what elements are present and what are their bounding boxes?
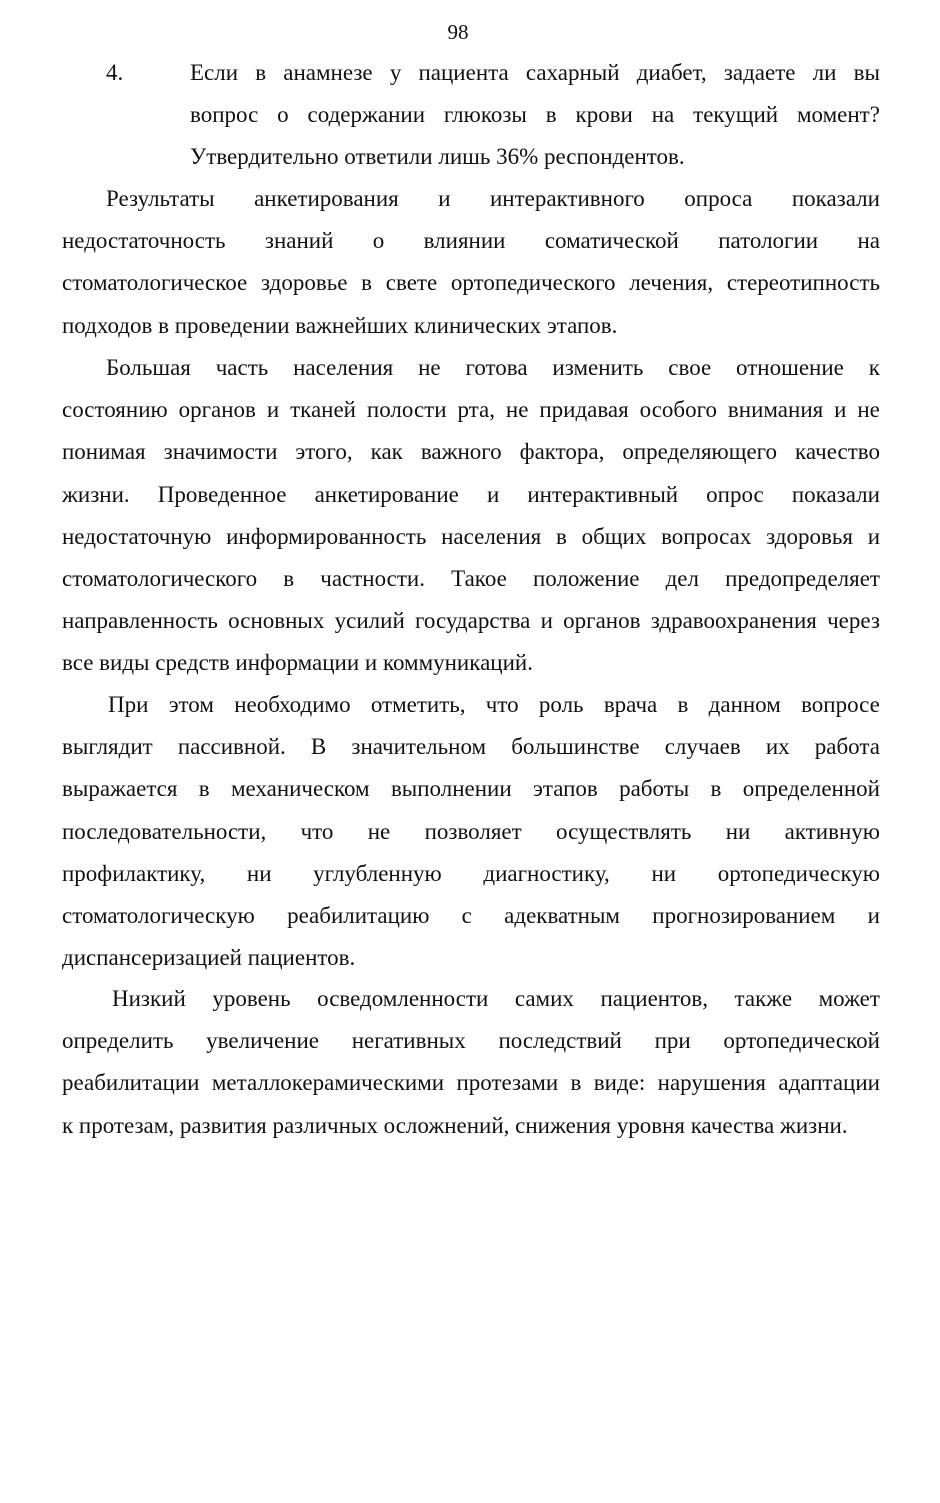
word: дел xyxy=(665,566,699,591)
word: механическом xyxy=(230,776,370,802)
word: Такое xyxy=(451,566,507,591)
paragraph-line xyxy=(62,817,880,847)
word: качество xyxy=(795,439,880,465)
word: вопрос xyxy=(190,102,259,128)
word: положение xyxy=(532,566,640,591)
word: ни xyxy=(725,818,751,844)
word: с xyxy=(461,903,472,928)
word: часть xyxy=(215,355,269,380)
paragraph-line xyxy=(62,1026,880,1056)
word: патологии xyxy=(718,228,819,254)
word: показали xyxy=(791,186,880,211)
word: готова xyxy=(465,355,528,380)
word: Большая xyxy=(106,355,191,380)
word: адекватным xyxy=(504,903,620,928)
word: придавая xyxy=(539,397,629,423)
word: вопросе xyxy=(801,692,880,717)
paragraph-line xyxy=(62,437,880,467)
word: выполнении xyxy=(390,776,512,802)
word: анамнезе xyxy=(283,60,373,85)
word: в xyxy=(555,523,567,549)
word: в xyxy=(677,692,689,717)
word: состоянию xyxy=(62,397,168,423)
word: диабет, xyxy=(636,60,707,85)
word: анкетирование xyxy=(314,481,459,507)
word: пациента xyxy=(418,60,509,85)
word: Проведенное xyxy=(157,481,287,507)
word: свете xyxy=(385,270,438,296)
word: сахарный xyxy=(525,60,620,85)
paragraph-line xyxy=(62,268,880,298)
word: не xyxy=(418,355,441,380)
word: реабилитации xyxy=(62,1070,200,1096)
word: стереотипность xyxy=(726,270,880,296)
word: в xyxy=(283,566,295,591)
word: большинстве xyxy=(511,734,640,760)
word: этапов xyxy=(533,776,598,802)
word: в xyxy=(255,60,267,85)
word: как xyxy=(370,439,403,465)
word: может xyxy=(818,986,880,1011)
word: интерактивный xyxy=(527,481,679,507)
word: стоматологическое xyxy=(62,270,248,296)
word: Если xyxy=(190,60,239,85)
word: уровень xyxy=(212,986,291,1011)
paragraph-line xyxy=(62,226,880,256)
paragraph-line xyxy=(108,690,880,720)
word: и xyxy=(540,608,553,634)
word: частности. xyxy=(320,566,425,591)
word: работы xyxy=(619,776,690,802)
word: знаний xyxy=(264,228,334,254)
word: особого xyxy=(639,397,717,423)
word: углубленную xyxy=(313,860,442,886)
list-item-line xyxy=(190,100,880,130)
word: негативных xyxy=(351,1028,466,1054)
word: Результаты xyxy=(106,186,215,211)
paragraph-line xyxy=(62,859,880,889)
word: также xyxy=(734,986,793,1011)
word: определенной xyxy=(742,776,880,802)
paragraph-line: к протезам, развития различных осложнений, снижения уровня качества жизни. xyxy=(62,1112,848,1138)
word: о xyxy=(277,102,289,128)
word: информированность xyxy=(226,523,427,549)
word: через xyxy=(827,608,880,634)
word: рта, xyxy=(457,397,495,423)
word: органов xyxy=(178,397,256,423)
word: лечения, xyxy=(629,270,714,296)
word: тканей xyxy=(290,397,356,423)
word: на xyxy=(857,228,880,254)
word: анкетирования xyxy=(254,186,399,211)
word: определить xyxy=(62,1028,174,1054)
word: осведомленности xyxy=(317,986,489,1011)
word: увеличение xyxy=(206,1028,319,1054)
word: случаев xyxy=(664,734,741,760)
paragraph-line xyxy=(62,480,880,510)
word: и xyxy=(867,523,880,549)
word: В xyxy=(310,734,327,760)
word: органов xyxy=(563,608,641,634)
word: в xyxy=(545,102,557,128)
word: населения xyxy=(441,523,542,549)
paragraph-line xyxy=(112,984,880,1014)
word: задаете xyxy=(723,60,796,85)
word: содержании xyxy=(307,102,426,128)
paragraph-line: диспансеризацией пациентов. xyxy=(62,945,356,971)
word: виде: xyxy=(593,1070,646,1096)
word: ни xyxy=(246,860,272,886)
word: металлокерамическими xyxy=(211,1070,445,1096)
paragraph-line xyxy=(62,606,880,636)
paragraph-line xyxy=(62,564,880,594)
word: врача xyxy=(603,692,658,717)
word: реабилитацию xyxy=(287,903,430,928)
word: значительном xyxy=(351,734,487,760)
word: отношение xyxy=(736,355,844,380)
word: выглядит xyxy=(62,734,153,760)
word: к xyxy=(868,355,880,380)
word: здоровье xyxy=(260,270,348,296)
word: определяющего xyxy=(622,439,778,465)
word: опроса xyxy=(684,186,753,211)
word: самих xyxy=(514,986,574,1011)
paragraph-line: все виды средств информации и коммуникаций. xyxy=(62,650,533,676)
word: крови xyxy=(575,102,633,128)
word: ни xyxy=(651,860,677,886)
word: фактора, xyxy=(519,439,605,465)
word: не xyxy=(367,818,391,844)
word: что xyxy=(485,692,519,717)
word: необходимо xyxy=(234,692,351,717)
word: ортопедического xyxy=(450,270,616,296)
word: в xyxy=(361,270,373,296)
word: ли xyxy=(812,60,837,85)
word: их xyxy=(765,734,790,760)
word: о xyxy=(372,228,385,254)
word: в xyxy=(710,776,722,802)
word: и xyxy=(834,397,847,423)
word: вы xyxy=(853,60,880,85)
word: интерактивного xyxy=(489,186,645,211)
paragraph-line xyxy=(62,901,880,931)
word: этом xyxy=(168,692,214,717)
word: активную xyxy=(784,818,880,844)
word: данном xyxy=(708,692,781,717)
word: и xyxy=(867,903,880,928)
word: выражается xyxy=(62,776,178,802)
word: важного xyxy=(420,439,502,465)
paragraph-line xyxy=(62,732,880,762)
word: вопросах xyxy=(661,523,752,549)
word: усилий xyxy=(334,608,405,634)
word: работа xyxy=(814,734,880,760)
word: направленность xyxy=(62,608,218,634)
word: показали xyxy=(791,481,880,507)
word: адаптации xyxy=(778,1070,880,1096)
word: стоматологического xyxy=(62,566,258,591)
word: последствий xyxy=(498,1028,622,1054)
word: не xyxy=(505,397,529,423)
word: диагностику, xyxy=(483,860,610,886)
word: протезами xyxy=(456,1070,559,1096)
word: здравоохранения xyxy=(650,608,817,634)
paragraph-line xyxy=(62,1068,880,1098)
word: и xyxy=(438,186,451,211)
word: предопределяет xyxy=(725,566,880,591)
word: понимая xyxy=(62,439,146,465)
word: соматической xyxy=(544,228,679,254)
word: этого, xyxy=(295,439,353,465)
word: здоровья xyxy=(766,523,853,549)
paragraph-line xyxy=(62,522,880,552)
word: момент? xyxy=(796,102,880,128)
word: отметить, xyxy=(370,692,466,717)
word: значимости xyxy=(163,439,278,465)
word: населения xyxy=(293,355,394,380)
word: у xyxy=(389,60,402,85)
word: недостаточность xyxy=(62,228,226,254)
page-number: 98 xyxy=(447,20,469,44)
word: свое xyxy=(668,355,712,380)
word: полости xyxy=(366,397,447,423)
word: пассивной. xyxy=(177,734,286,760)
paragraph-line xyxy=(62,395,880,425)
word: прогнозированием xyxy=(652,903,836,928)
word: опрос xyxy=(706,481,764,507)
word: При xyxy=(108,692,149,717)
word: общих xyxy=(581,523,647,549)
word: на xyxy=(651,102,675,128)
word: пациентов, xyxy=(600,986,708,1011)
word: роль xyxy=(538,692,584,717)
word: стоматологическую xyxy=(62,903,255,928)
word: нарушения xyxy=(657,1070,766,1096)
word: и xyxy=(266,397,280,423)
paragraph-line xyxy=(106,184,880,214)
word: профилактику, xyxy=(62,860,206,886)
word: в xyxy=(570,1070,582,1096)
word: в xyxy=(198,776,210,802)
word: текущий xyxy=(693,102,779,128)
list-item-line xyxy=(190,58,880,88)
word: Низкий xyxy=(112,986,186,1011)
word: что xyxy=(300,818,334,844)
word: недостаточную xyxy=(62,523,212,549)
word: жизни. xyxy=(62,481,130,507)
list-item-number: 4. xyxy=(106,60,124,85)
word: изменить xyxy=(552,355,644,380)
paragraph-line: подходов в проведении важнейших клинических этапов. xyxy=(62,312,618,338)
word: основных xyxy=(228,608,325,634)
word: ортопедическую xyxy=(717,860,880,886)
word: государства xyxy=(415,608,531,634)
word: и xyxy=(486,481,500,507)
word: ортопедической xyxy=(723,1028,880,1054)
list-item-line: Утвердительно ответили лишь 36% респондентов. xyxy=(190,144,685,170)
word: последовательности, xyxy=(62,818,267,844)
word: осуществлять xyxy=(556,818,692,844)
word: внимания xyxy=(727,397,824,423)
paragraph-line xyxy=(106,353,880,383)
word: глюкозы xyxy=(443,102,527,128)
word: не xyxy=(857,397,880,423)
word: влиянии xyxy=(423,228,506,254)
word: позволяет xyxy=(424,818,522,844)
word: при xyxy=(654,1028,691,1054)
paragraph-line xyxy=(62,774,880,804)
